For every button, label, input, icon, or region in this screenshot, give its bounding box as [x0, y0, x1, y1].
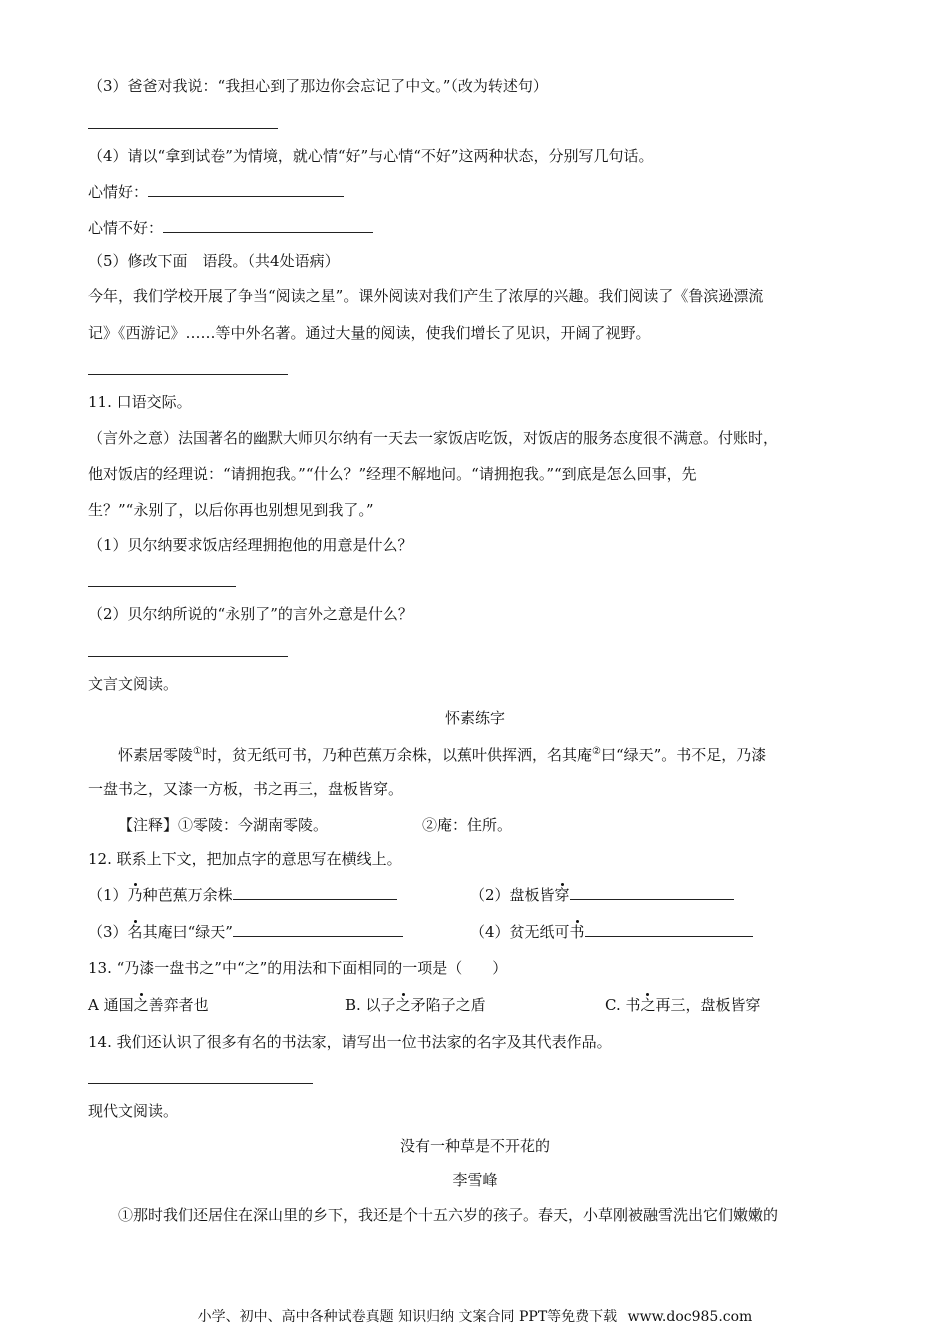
dotted-char: 穿	[554, 886, 570, 904]
q12-item4	[470, 922, 753, 942]
q12-title: 12. 联系上下文，把加点字的意思写在横线上。	[88, 850, 402, 868]
footnote-marker: ②	[592, 746, 601, 757]
mood-bad-row	[88, 218, 373, 238]
answer-line[interactable]	[88, 1083, 313, 1084]
paragraph-line: 今年，我们学校开展了争当“阅读之星”。课外阅读对我们产生了浓厚的兴趣。我们阅读了《鲁滨逊漂流	[88, 287, 764, 305]
classical-note-b: ②庵：住所。	[422, 816, 513, 834]
dotted-char: 之	[395, 996, 411, 1014]
modern-title: 没有一种草是不开花的	[399, 1137, 550, 1155]
q12-item1	[88, 885, 397, 905]
dotted-char: 之	[133, 996, 149, 1014]
classical-line	[118, 742, 766, 765]
answer-line[interactable]	[88, 656, 288, 657]
q11-text-line: 生？”“永别了，以后你再也别想见到我了。”	[88, 501, 374, 519]
dotted-char: 名	[127, 923, 143, 941]
classical-text: 怀素居零陵	[118, 746, 194, 764]
option-text: 再三，盘板皆穿	[655, 996, 761, 1014]
classical-title: 怀素练字	[444, 709, 505, 727]
q11-text-line: 他对饭店的经理说：“请拥抱我。”“什么？”经理不解地问。“请拥抱我。”“到底是怎么回事，先	[88, 465, 697, 483]
footer-link[interactable]: www.doc985.com	[627, 1309, 753, 1325]
item-number: （3）	[88, 923, 128, 941]
item-text: （4）贫无纸可	[470, 923, 570, 941]
footnote-marker: ①	[193, 746, 202, 757]
item-text: 其庵曰“绿天”	[142, 923, 233, 941]
option-text: C. 书	[605, 996, 641, 1014]
q10-part3: （3）爸爸对我说：“我担心到了那边你会忘记了中文。”（改为转述句）	[88, 77, 548, 95]
q11-sub1: （1）贝尔纳要求饭店经理拥抱他的用意是什么？	[88, 536, 413, 554]
classical-line: 一盘书之，又漆一方板，书之再三，盘板皆穿。	[88, 780, 404, 798]
dotted-char: 之	[640, 996, 656, 1014]
paragraph-line: 记》《西游记》……等中外名著。通过大量的阅读，使我们增长了见识，开阔了视野。	[88, 324, 651, 342]
modern-heading: 现代文阅读。	[88, 1102, 179, 1120]
option-text: 善弈者也	[148, 996, 209, 1014]
dotted-char: 乃	[127, 886, 143, 904]
q11-title: 11. 口语交际。	[88, 393, 192, 411]
option-text: 矛陷子之盾	[410, 996, 486, 1014]
item-number: （1）	[88, 886, 128, 904]
q13-option-b[interactable]	[345, 995, 486, 1015]
q12-item2	[470, 885, 734, 905]
page-footer	[0, 1306, 950, 1326]
classical-note-a: 【注释】①零陵：今湖南零陵。	[118, 816, 329, 834]
answer-line[interactable]	[88, 374, 288, 375]
classical-text: 曰“绿天”。书不足，乃漆	[600, 746, 767, 764]
footer-text: 小学、初中、高中各种试卷真题 知识归纳 文案合同 PPT等免费下载	[197, 1309, 618, 1325]
q13-option-a[interactable]	[88, 995, 209, 1015]
q11-text-line: （言外之意）法国著名的幽默大师贝尔纳有一天去一家饭店吃饭，对饭店的服务态度很不满意。付账时，	[88, 429, 779, 447]
q10-part5: （5）修改下面 语段。（共4处语病）	[88, 252, 340, 270]
mood-good-label: 心情好：	[88, 183, 149, 201]
answer-line[interactable]	[88, 128, 278, 129]
q12-item3	[88, 922, 403, 942]
mood-bad-label: 心情不好：	[88, 219, 164, 237]
classical-text: 时，贫无纸可书，乃种芭蕉万余株，以蕉叶供挥洒，名其庵	[201, 746, 592, 764]
q13-option-c[interactable]	[605, 995, 761, 1015]
option-text: A 通国	[88, 996, 134, 1014]
mood-good-row	[88, 182, 344, 202]
option-text: B. 以子	[345, 996, 396, 1014]
q10-part4: （4）请以“拿到试卷”为情境，就心情“好”与心情“不好”这两种状态，分别写几句话。	[88, 147, 654, 165]
item-text: （2）盘板皆	[470, 886, 555, 904]
classical-heading: 文言文阅读。	[88, 675, 179, 693]
q11-sub2: （2）贝尔纳所说的“永别了”的言外之意是什么？	[88, 605, 413, 623]
answer-line[interactable]	[88, 586, 236, 587]
q14-title: 14. 我们还认识了很多有名的书法家，请写出一位书法家的名字及其代表作品。	[88, 1033, 612, 1051]
answer-line[interactable]	[163, 218, 373, 233]
modern-author: 李雪峰	[452, 1171, 498, 1189]
item-text: 种芭蕉万余株	[142, 886, 233, 904]
answer-line[interactable]	[570, 885, 734, 900]
answer-line[interactable]	[233, 885, 397, 900]
modern-paragraph: ①那时我们还居住在深山里的乡下，我还是个十五六岁的孩子。春天，小草刚被融雪洗出它们嫩嫩的	[118, 1206, 779, 1224]
q13-title: 13. “乃漆一盘书之”中“之”的用法和下面相同的一项是（ ）	[88, 959, 508, 977]
dotted-char: 书	[569, 923, 585, 941]
answer-line[interactable]	[148, 182, 344, 197]
answer-line[interactable]	[233, 922, 403, 937]
answer-line[interactable]	[585, 922, 753, 937]
